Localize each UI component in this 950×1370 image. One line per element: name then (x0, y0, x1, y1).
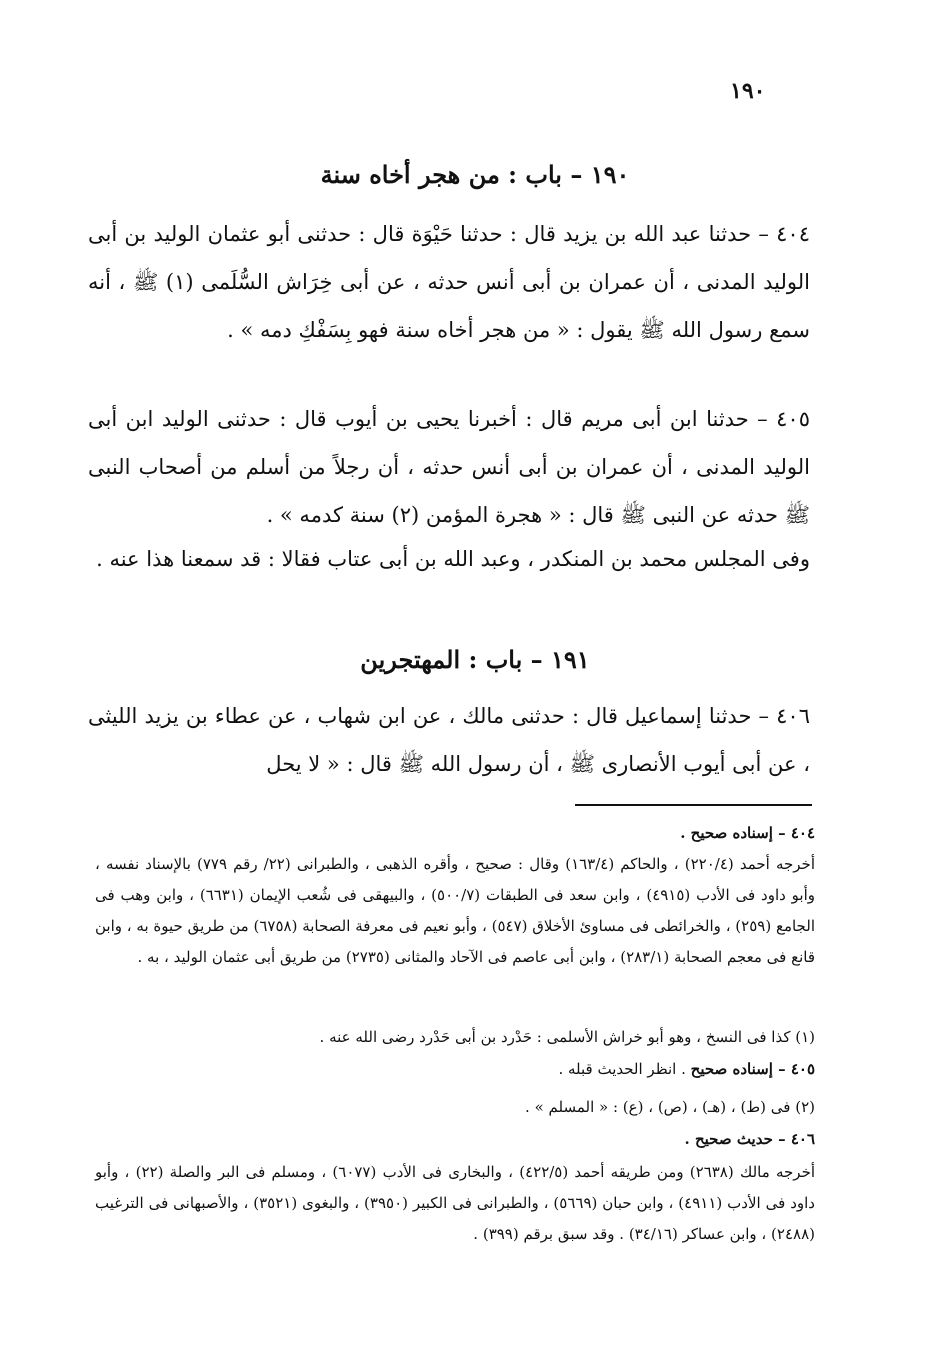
hadith-406-text: ٤٠٦ – حدثنا إسماعيل قال : حدثنى مالك ، عن ابن شهاب ، عن عطاء بن يزيد الليثى ، عن أبى أيوب الأنصارى ﷺ ، أن رسول الله ﷺ قال : « لا يحل (88, 704, 810, 776)
hadith-405-note: وفى المجلس محمد بن المنكدر ، وعبد الله بن أبى عتاب فقالا : قد سمعنا هذا عنه . (96, 547, 810, 571)
chapter-190-heading: ١٩٠ – باب : من هجر أخاه سنة (320, 160, 630, 189)
footnote-405-rest: . انظر الحديث قبله . (558, 1060, 691, 1078)
footnote-406-heading: ٤٠٦ – حديث صحيح . (684, 1130, 815, 1148)
footnote-2: (٢) فى (ط) ، (هـ) ، (ص) ، (ع) : « المسلم » . (525, 1098, 815, 1116)
footnote-404-heading: ٤٠٤ – إسناده صحيح . (680, 824, 815, 842)
footnote-404-body: أخرجه أحمد (٢٢٠/٤) ، والحاكم (١٦٣/٤) وقال : صحيح ، وأقره الذهبى ، والطبرانى (٢٢/ رقم ٧٧٩) بالإسناد نفسه ، وأبو داود فى الأدب (٤٩١٥) ، وابن سعد فى الطبقات (٥٠٠/٧) ، والبيهقى فى شُعب الإيمان (٦٦٣١) ، وابن وهب فى الجامع (٢٥٩) ، والخرائطى فى مساوئ الأخلاق (٥٤٧) ، وأبو نعيم فى معرفة الصحابة (٦٧٥٨) من طريق حيوة به ، وابن قانع فى معجم الصحابة (٢٨٣/١) ، وابن أبى عاصم فى الآحاد والمثانى (٢٧٣٥) من طريق أبى عثمان الوليد ، به . (95, 855, 816, 966)
footnote-1: (١) كذا فى النسخ ، وهو أبو خراش الأسلمى : حَدْرد بن أبى حَدْرد رضى الله عنه . (319, 1028, 815, 1046)
footnote-405-label: ٤٠٥ – إسناده صحيح (690, 1060, 815, 1078)
footnote-405 (95, 1054, 839, 1085)
hadith-404-text: ٤٠٤ – حدثنا عبد الله بن يزيد قال : حدثنا حَيْوَة قال : حدثنى أبو عثمان الوليد بن أبى الوليد المدنى ، أن عمران بن أبى أنس حدثه ، عن أبى خِرَاش السُّلَمى (١) ﷺ ، أنه سمع رسول الله ﷺ يقول : « من هجر أخاه سنة فهو بِسَفْكِ دمه » . (88, 222, 810, 342)
hadith-405-text: ٤٠٥ – حدثنا ابن أبى مريم قال : أخبرنا يحيى بن أيوب قال : حدثنى الوليد ابن أبى الوليد المدنى ، أن عمران بن أبى أنس حدثه ، أن رجلاً من أسلم من أصحاب النبى ﷺ حدثه عن النبى ﷺ قال : « هجرة المؤمن (٢) سنة كدمه » . (88, 407, 810, 527)
footnote-divider (575, 804, 812, 806)
chapter-191-heading: ١٩١ – باب : المهتجرين (360, 645, 590, 674)
footnote-406-body: أخرجه مالك (٢٦٣٨) ومن طريقه أحمد (٤٢٢/٥) ، والبخارى فى الأدب (٦٠٧٧) ، ومسلم فى البر والصلة (٢٢) ، وأبو داود فى الأدب (٤٩١١) ، وابن حبان (٥٦٦٩) ، والطبرانى فى الكبير (٣٩٥٠) ، والبغوى (٣٥٢١) ، والأصبهانى فى الترغيب (٢٤٨٨) ، وابن عساكر (٣٤/١٦) . وقد سبق برقم (٣٩٩) . (95, 1163, 816, 1243)
page-number: ١٩٠ (730, 78, 766, 104)
